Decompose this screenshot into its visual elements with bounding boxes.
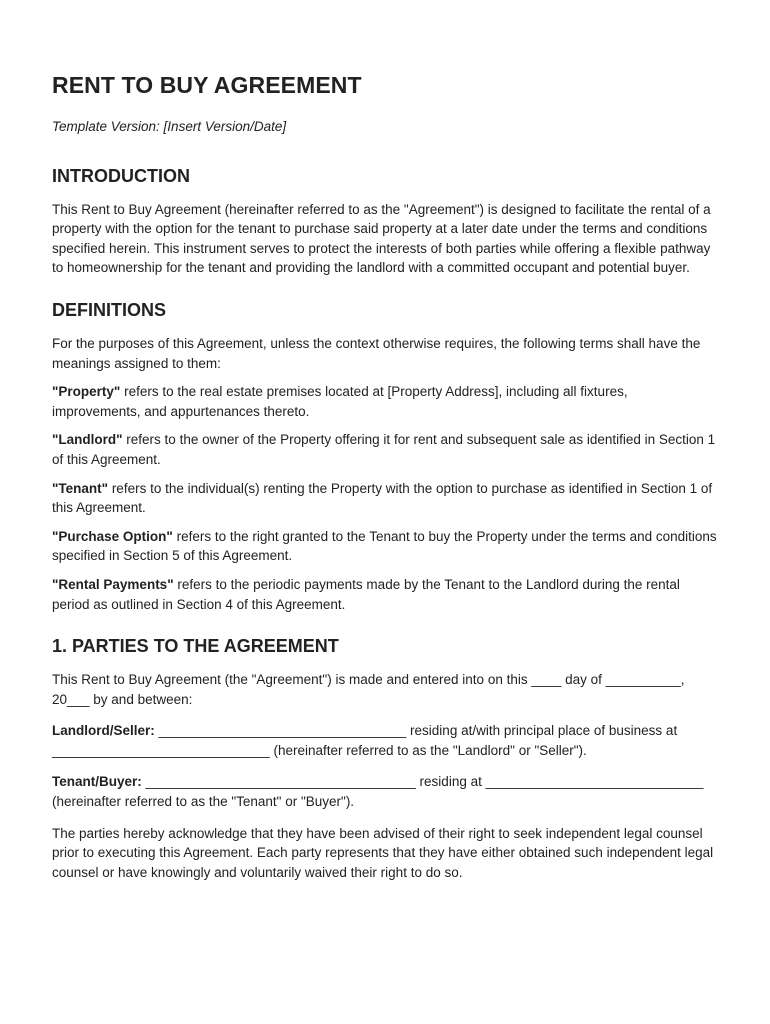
definition-rental-payments <box>52 575 718 614</box>
definition-text: refers to the periodic payments made by the Tenant to the Landlord during the rental period as outlined in Section 4 of this Agreement. <box>52 576 680 612</box>
definition-term: "Property" <box>52 384 121 400</box>
template-version: Template Version: [Insert Version/Date] <box>52 119 287 134</box>
landlord-text: _________________________________ residing at/with principal place of business at _____________________________ (hereinafter referred to as the "Landlord" or "Seller"). <box>52 723 678 758</box>
definition-landlord <box>52 430 718 469</box>
definition-term: "Rental Payments" <box>52 576 174 592</box>
definitions-heading: DEFINITIONS <box>52 299 167 320</box>
definition-purchase-option <box>52 527 718 566</box>
introduction-body: This Rent to Buy Agreement (hereinafter referred to as the "Agreement") is designed to facilitate the rental of a property with the option for the tenant to purchase said property at a later date under the terms and conditions specified herein. This instrument serves to protect the interests of both parties while offering a flexible pathway to homeownership for the tenant and providing the landlord with a committed occupant and potential buyer. <box>52 201 711 276</box>
definition-property <box>52 382 718 421</box>
landlord-label: Landlord/Seller: <box>52 723 155 739</box>
definition-term: "Purchase Option" <box>52 528 173 544</box>
parties-heading: 1. PARTIES TO THE AGREEMENT <box>52 636 339 657</box>
definition-text: refers to the owner of the Property offering it for rent and subsequent sale as identified in Section 1 of this Agreement. <box>52 432 716 467</box>
definitions-intro: For the purposes of this Agreement, unless the context otherwise requires, the following terms shall have the meanings assigned to them: <box>52 335 701 371</box>
tenant-text: ____________________________________ residing at _____________________________ (hereinafter referred to as the "Tenant" or "Buyer"). <box>52 774 704 810</box>
parties-intro: This Rent to Buy Agreement (the "Agreement") is made and entered into on this ____ day of __________, 20___ by and between: <box>52 672 685 707</box>
definition-text: refers to the individual(s) renting the Property with the option to purchase as identified in Section 1 of this Agreement. <box>52 480 713 516</box>
tenant-clause <box>52 772 718 811</box>
definition-text: refers to the right granted to the Tenant to buy the Property under the terms and conditions specified in Section 5 of this Agreement. <box>52 528 717 564</box>
landlord-clause <box>52 721 718 760</box>
document-title: RENT TO BUY AGREEMENT <box>52 72 362 98</box>
introduction-heading: INTRODUCTION <box>52 165 190 186</box>
definition-tenant <box>52 479 718 518</box>
definition-term: "Tenant" <box>52 480 109 496</box>
tenant-label: Tenant/Buyer: <box>52 774 142 790</box>
definition-term: "Landlord" <box>52 432 123 448</box>
definition-text: refers to the real estate premises located at [Property Address], including all fixtures, improvements, and appurtenances thereto. <box>52 384 628 419</box>
counsel-clause: The parties hereby acknowledge that they have been advised of their right to seek independent legal counsel prior to executing this Agreement. Each party represents that they have either obtained such independent legal counsel or have knowingly and voluntarily waived their right to do so. <box>52 825 714 880</box>
